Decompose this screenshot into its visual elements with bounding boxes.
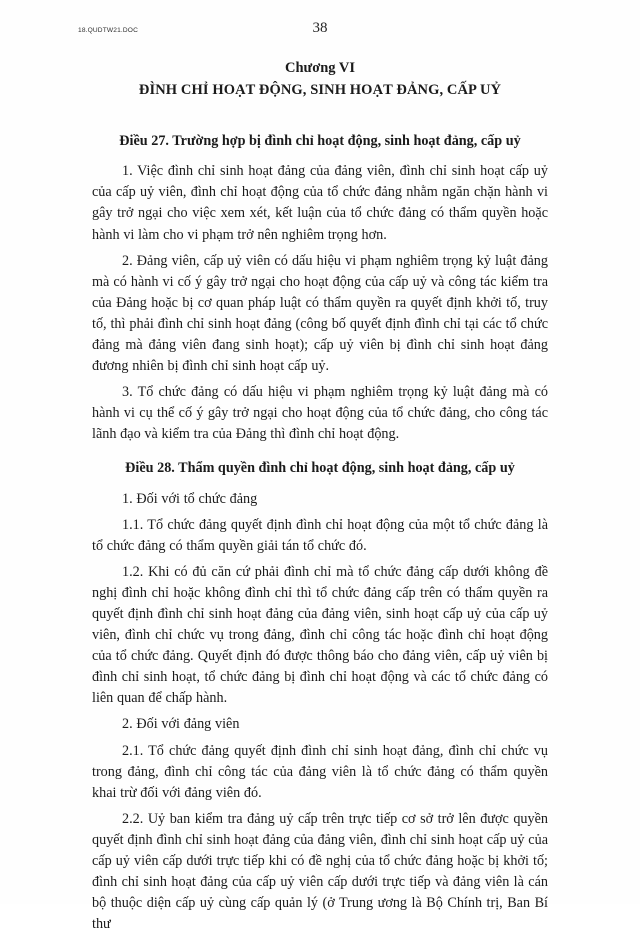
paragraph: 1.1. Tổ chức đảng quyết định đình chỉ hoạt động của một tổ chức đảng là tổ chức đảng có thẩm quyền giải tán tổ chức đó. [92, 516, 548, 554]
paragraph: 2. Đối với đảng viên [122, 716, 240, 733]
paragraph: 2. Đảng viên, cấp uỷ viên có dấu hiệu vi phạm nghiêm trọng kỷ luật đảng mà có hành vi cố ý gây trở ngại cho hoạt động của cấp uỷ và công tác kiểm tra của Đảng hoặc bị cơ quan pháp luật có thẩm quyền ra quyết định khởi tố, truy tố, thì phải đình chỉ sinh hoạt đảng (công bố quyết định đình chỉ tại các tổ chức đảng mà đảng viên đang sinh hoạt); cấp uỷ viên bị đình chỉ sinh hoạt đảng đương nhiên bị đình chỉ sinh hoạt cấp uỷ. [92, 252, 548, 375]
article-heading-28: Điều 28. Thẩm quyền đình chỉ hoạt động, sinh hoạt đảng, cấp uỷ [125, 460, 515, 477]
chapter-label: Chương VI [284, 60, 356, 76]
text-column [92, 58, 548, 935]
article-heading-27: Điều 27. Trường hợp bị đình chỉ hoạt động, sinh hoạt đảng, cấp uỷ [119, 133, 521, 150]
paragraph: 2.1. Tổ chức đảng quyết định đình chỉ sinh hoạt đảng, đình chỉ chức vụ trong đảng, đình chỉ công tác của đảng viên là tổ chức đảng có thẩm quyền khai trừ đối với đảng viên đó. [92, 742, 548, 801]
chapter-title: ĐÌNH CHỈ HOẠT ĐỘNG, SINH HOẠT ĐẢNG, CẤP UỶ [138, 82, 502, 99]
running-head: 18.QUDTW21.DOC [78, 27, 138, 34]
paragraph: 1.2. Khi có đủ căn cứ phải đình chỉ mà tổ chức đảng cấp dưới không đề nghị đình chỉ hoặc không đình chỉ thì tổ chức đảng cấp trên có thẩm quyền ra quyết định đình chỉ sinh hoạt đảng của đảng viên, sinh hoạt cấp uỷ của cấp uỷ viên, đình chỉ chức vụ trong đảng, đình chỉ công tác hoặc đình chỉ hoạt động của tổ chức đảng. Quyết định đó được thông báo cho đảng viên, cấp uỷ viên bị đình chỉ sinh hoạt, tổ chức đảng bị đình chỉ hoạt động và các tổ chức đảng có liên quan để chấp hành. [92, 563, 548, 707]
paragraph: 2.2. Uỷ ban kiểm tra đảng uỷ cấp trên trực tiếp cơ sở trở lên được quyền quyết định đình chỉ sinh hoạt đảng của đảng viên, đình chỉ sinh hoạt cấp uỷ của cấp uỷ viên cấp dưới trực tiếp khi có đề nghị của tổ chức đảng hoặc bị khởi tố; đình chỉ sinh hoạt đảng của cấp uỷ viên cấp dưới trực tiếp và đảng viên là cán bộ thuộc diện cấp uỷ cùng cấp quản lý (ở Trung ương là Bộ Chính trị, Ban Bí thư [92, 810, 548, 933]
paragraph: 1. Việc đình chỉ sinh hoạt đảng của đảng viên, đình chỉ sinh hoạt cấp uỷ của cấp uỷ viên, đình chỉ hoạt động của tổ chức đảng nhằm ngăn chặn hành vi gây trở ngại cho việc xem xét, kết luận của tổ chức đảng có thẩm quyền hoặc hành vi làm cho vi phạm trở nên nghiêm trọng hơn. [92, 163, 548, 243]
chapter-block [92, 58, 548, 101]
page-number: 38 [312, 20, 328, 36]
paragraph: 1. Đối với tổ chức đảng [122, 490, 258, 507]
paragraph: 3. Tổ chức đảng có dấu hiệu vi phạm nghiêm trọng kỷ luật đảng mà có hành vi cụ thể cố ý gây trở ngại cho hoạt động của tổ chức đảng, cho công tác lãnh đạo và kiểm tra của Đảng thì đình chỉ hoạt động. [92, 384, 548, 443]
